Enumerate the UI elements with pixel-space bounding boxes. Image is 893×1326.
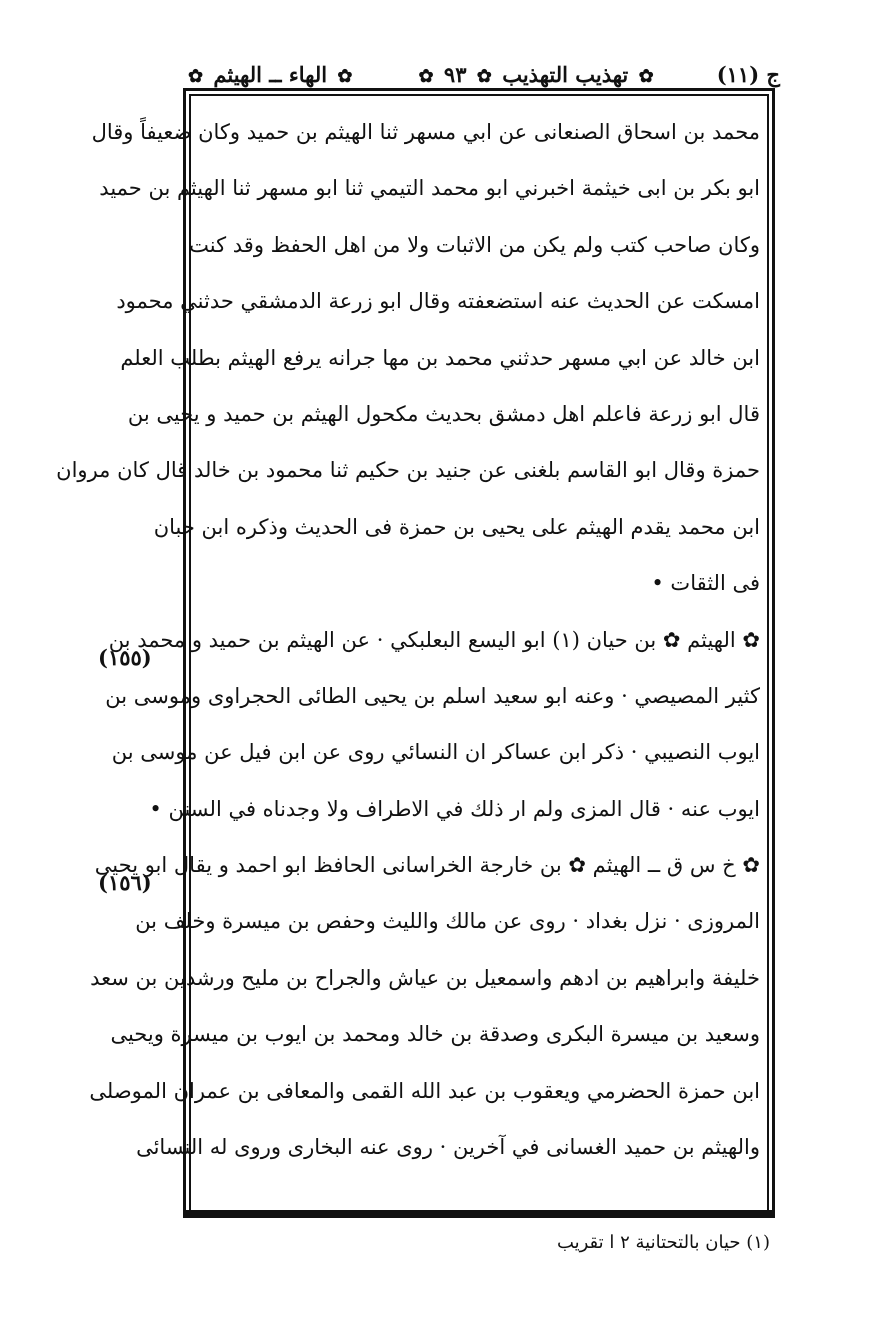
header-volume: ج (١١) bbox=[716, 61, 780, 87]
frame-bottom-rule bbox=[183, 1210, 775, 1217]
entry-156-heading-line: ✿ خ س ق ــ الهيثم ✿ بن خارجة الخراسانى الحافظ ابو احمد و يقال ابو يحيى bbox=[94, 853, 760, 878]
text-line: والهيثم بن حميد الغسانى في آخرين · روى عنه البخارى وروى له النسائى bbox=[136, 1135, 760, 1160]
flower-ornament-icon: ✿ bbox=[337, 65, 353, 87]
entry-number-155: (١٥٥) bbox=[98, 645, 152, 670]
text-line: ايوب عنه · قال المزى ولم ار ذلك في الاطراف ولا وجدناه في السنن • bbox=[149, 796, 760, 821]
header-book-title: تهذيب التهذيب bbox=[502, 61, 629, 87]
text-line: ابن حمزة الحضرمي ويعقوب بن عبد الله القمى والمعافى بن عمران الموصلى bbox=[89, 1078, 760, 1103]
footnote: (١) حيان بالتحتانية ٢ ا تقريب bbox=[556, 1232, 770, 1253]
text-line: وكان صاحب كتب ولم يكن من الاثبات ولا من اهل الحفظ وقد كنت bbox=[189, 232, 760, 257]
text-line: ابن خالد عن ابي مسهر حدثني محمد بن مها جرانه يرفع الهيثم بطلب العلم bbox=[120, 345, 760, 370]
running-header bbox=[185, 56, 780, 92]
text-line: كثير المصيصي · وعنه ابو سعيد اسلم بن يحيى الطائى الحجراوى وموسى بن bbox=[105, 683, 760, 708]
text-line: فى الثقات • bbox=[651, 571, 760, 596]
text-line: قال ابو زرعة فاعلم اهل دمشق بحديث مكحول الهيثم بن حميد و يحيى بن bbox=[127, 401, 760, 426]
header-section-group bbox=[185, 62, 356, 87]
text-line: ايوب النصيبي · ذكر ابن عساكر ان النسائي روى عن ابن فيل عن موسى بن bbox=[111, 740, 760, 765]
header-section: الهاء ــ الهيثم bbox=[213, 61, 328, 87]
entry-number-156: (١٥٦) bbox=[98, 870, 152, 895]
text-line: حمزة وقال ابو القاسم بلغنى عن جنيد بن حكيم ثنا محمود بن خالد قال كان مروان bbox=[56, 458, 760, 483]
flower-ornament-icon: ✿ bbox=[188, 65, 204, 87]
flower-ornament-icon: ✿ bbox=[476, 65, 492, 87]
flower-ornament-icon: ✿ bbox=[638, 65, 654, 87]
text-line: امسكت عن الحديث عنه استضعفته وقال ابو زرعة الدمشقي حدثني محمود bbox=[116, 289, 760, 314]
text-line: محمد بن اسحاق الصنعانى عن ابي مسهر ثنا الهيثم بن حميد وكان ضعيفاً وقال bbox=[91, 120, 760, 144]
header-book-group bbox=[416, 62, 657, 87]
entry-155-heading-line: ✿ الهيثم ✿ بن حيان (١) ابو اليسع البعلبكي · عن الهيثم بن حميد و محمد بن bbox=[108, 627, 760, 652]
text-line: المروزى · نزل بغداد · روى عن مالك والليث وحفص بن ميسرة وخلف بن bbox=[135, 909, 760, 934]
text-line: وسعيد بن ميسرة البكرى وصدقة بن خالد ومحمد بن ايوب بن ميسرة ويحيى bbox=[110, 1022, 760, 1047]
text-line: ابن محمد يقدم الهيثم على يحيى بن حمزة فى الحديث وذكره ابن حبان bbox=[153, 514, 760, 539]
text-line: ابو بكر بن ابى خيثمة اخبرني ابو محمد التيمي ثنا ابو مسهر ثنا الهيثم بن حميد bbox=[99, 176, 760, 201]
text-line: خليفة وابراهيم بن ادهم واسمعيل بن عياش والجراح بن مليح ورشدين بن سعد bbox=[90, 965, 760, 990]
flower-ornament-icon: ✿ bbox=[418, 65, 434, 87]
header-page-number: ٩٣ bbox=[443, 61, 467, 87]
